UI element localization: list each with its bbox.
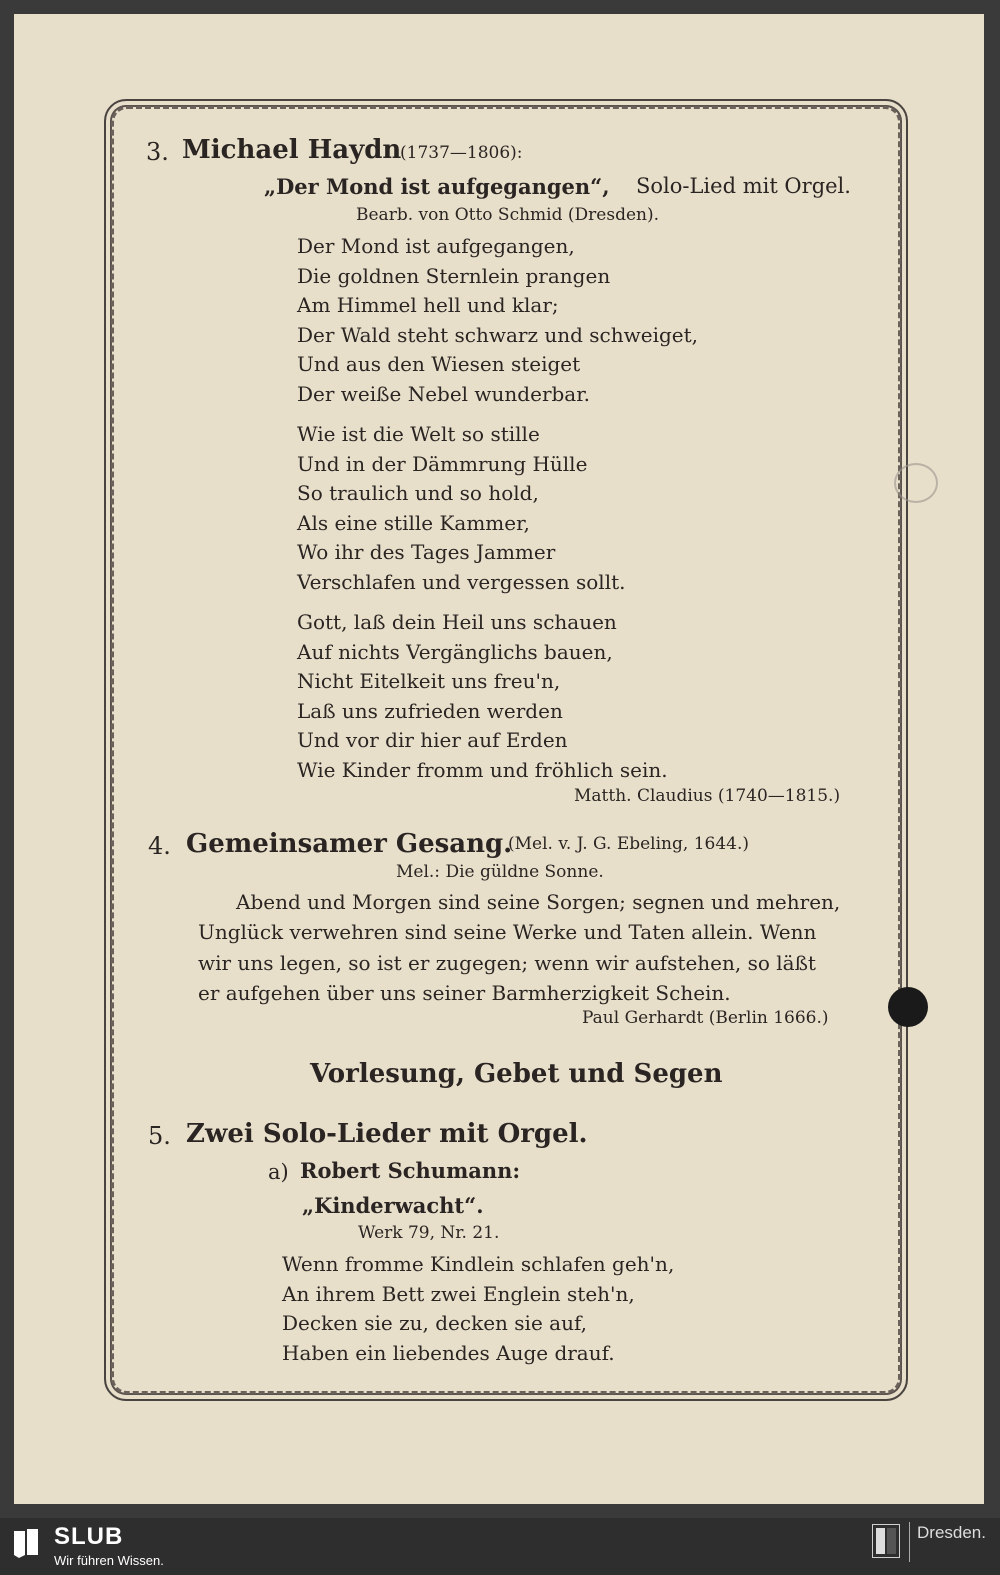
verse-line: Der weiße Nebel wunderbar.: [297, 381, 590, 406]
verse-line: Und vor dir hier auf Erden: [297, 728, 568, 753]
footer-tagline: Wir führen Wissen.: [54, 1553, 164, 1568]
section-5-number: 5.: [148, 1122, 171, 1150]
verse-line: Auf nichts Vergänglichs bauen,: [297, 639, 613, 664]
verse-line: Laß uns zufrieden werden: [297, 698, 563, 723]
verse-line: Und in der Dämmrung Hülle: [297, 451, 588, 476]
paper-stain: [894, 463, 938, 503]
section-3-arranger: Bearb. von Otto Schmid (Dresden).: [356, 205, 659, 225]
slub-logo-icon: [12, 1527, 40, 1559]
verse-line: Der Wald steht schwarz und schweiget,: [297, 322, 698, 347]
section-3-number: 3.: [146, 138, 169, 166]
section-4-title: Gemeinsamer Gesang.: [186, 829, 513, 859]
verse-2: [297, 420, 626, 598]
verse-line: Als eine stille Kammer,: [297, 510, 530, 535]
section-4-poet: Paul Gerhardt (Berlin 1666.): [582, 1008, 829, 1028]
section-3-song-form: Solo-Lied mit Orgel.: [636, 174, 851, 198]
section-4-melody: Mel.: Die güldne Sonne.: [396, 862, 604, 882]
verse-line: Nicht Eitelkeit uns freu'n,: [297, 669, 561, 694]
interlude-heading: Vorlesung, Gebet und Segen: [310, 1059, 723, 1089]
section-4-number: 4.: [148, 832, 171, 860]
section-5-verse: [282, 1250, 674, 1368]
verse-line: Am Himmel hell und klar;: [297, 293, 559, 318]
section-3-composer: Michael Haydn: [182, 135, 402, 165]
dresden-crest-icon: [872, 1524, 900, 1558]
footer-divider: [909, 1522, 910, 1562]
section-4-melody-source: (Mel. v. J. G. Ebeling, 1644.): [508, 834, 749, 854]
section-5-title: Zwei Solo-Lieder mit Orgel.: [186, 1119, 588, 1149]
verse-line: Wo ihr des Tages Jammer: [297, 540, 556, 565]
verse-line: An ihrem Bett zwei Englein steh'n,: [282, 1281, 635, 1306]
section-4-line: wir uns legen, so ist er zugegen; wenn wir aufstehen, so läßt: [198, 951, 816, 975]
punch-hole: [888, 987, 928, 1027]
section-5-composer: Robert Schumann:: [300, 1158, 521, 1183]
footer-city[interactable]: Dresden.: [917, 1523, 986, 1542]
verse-line: Wenn fromme Kindlein schlafen geh'n,: [282, 1252, 675, 1276]
section-3-song-title: „Der Mond ist aufgegangen“,: [264, 174, 610, 199]
section-3-dates: (1737—1806):: [400, 143, 523, 163]
section-4-line: er aufgehen über uns seiner Barmherzigkeit Schein.: [198, 981, 731, 1005]
verse-3: [297, 608, 668, 786]
section-4-line: Abend und Morgen sind seine Sorgen; segnen und mehren,: [236, 890, 841, 914]
verse-1: [297, 232, 698, 410]
verse-line: So traulich und so hold,: [297, 481, 539, 506]
section-5-item-label: a): [268, 1160, 289, 1184]
verse-line: Der Mond ist aufgegangen,: [297, 234, 575, 258]
verse-line: Die goldnen Sternlein prangen: [297, 263, 611, 288]
verse-line: Wie ist die Welt so stille: [297, 422, 540, 446]
verse-line: Gott, laß dein Heil uns schauen: [297, 610, 617, 634]
section-3-poet: Matth. Claudius (1740—1815.): [574, 786, 841, 806]
verse-line: Decken sie zu, decken sie auf,: [282, 1311, 587, 1336]
section-5-song-title: „Kinderwacht“.: [302, 1193, 484, 1218]
verse-line: Haben ein liebendes Auge drauf.: [282, 1340, 615, 1365]
verse-line: Wie Kinder fromm und fröhlich sein.: [297, 757, 668, 782]
footer-brand[interactable]: SLUB: [54, 1523, 124, 1550]
verse-line: Verschlafen und vergessen sollt.: [297, 569, 626, 594]
section-5-opus: Werk 79, Nr. 21.: [358, 1223, 500, 1243]
section-4-line: Unglück verwehren sind seine Werke und Taten allein. Wenn: [198, 920, 817, 944]
verse-line: Und aus den Wiesen steiget: [297, 352, 581, 377]
